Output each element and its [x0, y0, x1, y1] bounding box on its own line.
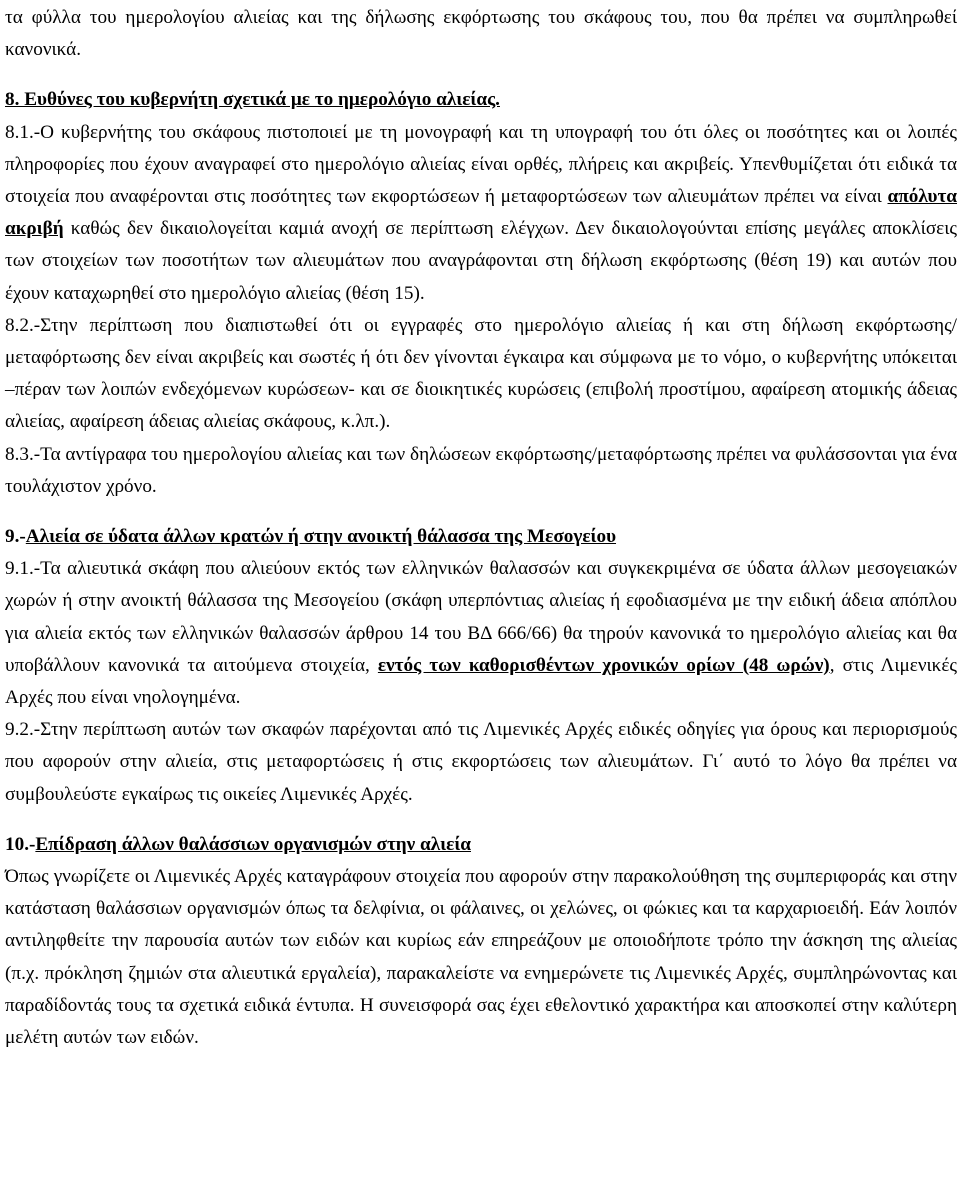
paragraph-9-1-text-b: , στις Λιμενικές Αρχές που είναι νηολογημένα.: [5, 654, 957, 709]
paragraph-8-1: [5, 117, 957, 310]
paragraph-gap: [5, 66, 957, 84]
section-8-heading: [5, 84, 957, 116]
section-10-heading: [5, 829, 957, 861]
paragraph-9-1: [5, 553, 957, 714]
paragraph-9-1-text-a: 9.1.-Τα αλιευτικά σκάφη που αλιεύουν εκτός των ελληνικών θαλασσών και συγκεκριμένα σε ύδατα άλλων μεσογειακών χωρών ή στην ανοικτή θάλασσα της Μεσογείου (σκάφη υπερπόντιας αλιείας ή εφοδιασμένα με την ειδική άδεια απόπλου για αλιεία εκτός των ελληνικών θαλασσών άρθρου 14 του ΒΔ 666/66) θα τηρούν κανονικά το ημερολόγιο αλιείας και θα υποβάλλουν κανονικά τα αιτούμενα στοιχεία,: [5, 558, 957, 676]
section-9-heading-number: 9.-: [5, 526, 26, 548]
intro-paragraph: τα φύλλα του ημερολογίου αλιείας και της δήλωσης εκφόρτωσης του σκάφους του, που θα πρέπει να συμπληρωθεί κανονικά.: [5, 7, 957, 61]
section-9-heading: [5, 521, 957, 553]
paragraph-gap: [5, 503, 957, 521]
section-8-heading-text: 8. Ευθύνες του κυβερνήτη σχετικά με το ημερολόγιο αλιείας.: [5, 89, 500, 111]
paragraph-9-2: 9.2.-Στην περίπτωση αυτών των σκαφών παρέχονται από τις Λιμενικές Αρχές ειδικές οδηγίες για όρους και περιορισμούς που αφορούν στην αλιεία, στις μεταφορτώσεις ή στις εκφορτώσεις των αλιευμάτων. Γι΄ αυτό το λόγο θα πρέπει να συμβουλεύστε εγκαίρως τις οικείες Λιμενικές Αρχές.: [5, 719, 957, 805]
section-10-heading-text: Επίδραση άλλων θαλάσσιων οργανισμών στην αλιεία: [35, 833, 471, 855]
paragraph-8-2: 8.2.-Στην περίπτωση που διαπιστωθεί ότι οι εγγραφές στο ημερολόγιο αλιείας ή και στη δήλωση εκφόρτωσης/μεταφόρτωσης δεν είναι ακριβείς και σωστές ή ότι δεν γίνονται έγκαιρα και σύμφωνα με το νόμο, ο κυβερνήτης υπόκειται –πέραν των λοιπών ενδεχόμενων κυρώσεων- και σε διοικητικές κυρώσεις (επιβολή προστίμου, αφαίρεση ατομικής άδειας αλιείας, αφαίρεση άδειας αλιείας σκάφους, κ.λπ.).: [5, 314, 957, 433]
paragraph-8-1-text-b: καθώς δεν δικαιολογείται καμιά ανοχή σε περίπτωση ελέγχων. Δεν δικαιολογούνται επίσης μεγάλες αποκλίσεις των στοιχείων των ποσοτήτων των αλιευμάτων που αναγράφονται στη δήλωση εκφόρτωσης (θέση 19) και αυτών που έχουν καταχωρηθεί στο ημερολόγιο αλιείας (θέση 15).: [5, 218, 957, 304]
paragraph-8-1-emphasis: απόλυτα ακριβή: [5, 186, 957, 240]
paragraph-8-3: 8.3.-Τα αντίγραφα του ημερολογίου αλιείας και των δηλώσεων εκφόρτωσης/μεταφόρτωσης πρέπει να φυλάσσονται για ένα τουλάχιστον χρόνο.: [5, 443, 957, 497]
paragraph-10-1: Όπως γνωρίζετε οι Λιμενικές Αρχές καταγράφουν στοιχεία που αφορούν στην παρακολούθηση της συμπεριφοράς και στην κατάσταση θαλάσσιων οργανισμών όπως τα δελφίνια, οι φάλαινες, οι χελώνες, οι φώκιες και τα καρχαριοειδή. Εάν λοιπόν αντιληφθείτε την παρουσία αυτών των ειδών και κυρίως εάν επηρεάζουν με οποιοδήποτε τρόπο την άσκηση της αλιείας (π.χ. πρόκληση ζημιών στα αλιευτικά εργαλεία), παρακαλείστε να ενημερώνετε τις Λιμενικές Αρχές, συμπληρώνοντας και παραδίδοντάς τους τα σχετικά ειδικά έντυπα. Η συνεισφορά σας έχει εθελοντικό χαρακτήρα και αποσκοπεί στην καλύτερη μελέτη αυτών των ειδών.: [5, 866, 957, 1049]
paragraph-8-1-text-a: 8.1.-Ο κυβερνήτης του σκάφους πιστοποιεί με τη μονογραφή και τη υπογραφή του ότι όλες οι ποσότητες και οι λοιπές πληροφορίες που έχουν αναγραφεί στο ημερολόγιο αλιείας είναι ορθές, πλήρεις και ακριβείς. Υπενθυμίζεται ότι ειδικά τα στοιχεία που αναφέρονται στις ποσότητες των εκφορτώσεων ή μεταφορτώσεων των αλιευμάτων πρέπει να είναι: [5, 121, 957, 208]
section-9-heading-text: Αλιεία σε ύδατα άλλων κρατών ή στην ανοικτή θάλασσα της Μεσογείου: [25, 526, 617, 548]
section-10-heading-number: 10.-: [5, 833, 36, 855]
paragraph-gap: [5, 811, 957, 829]
paragraph-9-1-emphasis: εντός των καθορισθέντων χρονικών ορίων (48 ωρών): [377, 654, 830, 676]
